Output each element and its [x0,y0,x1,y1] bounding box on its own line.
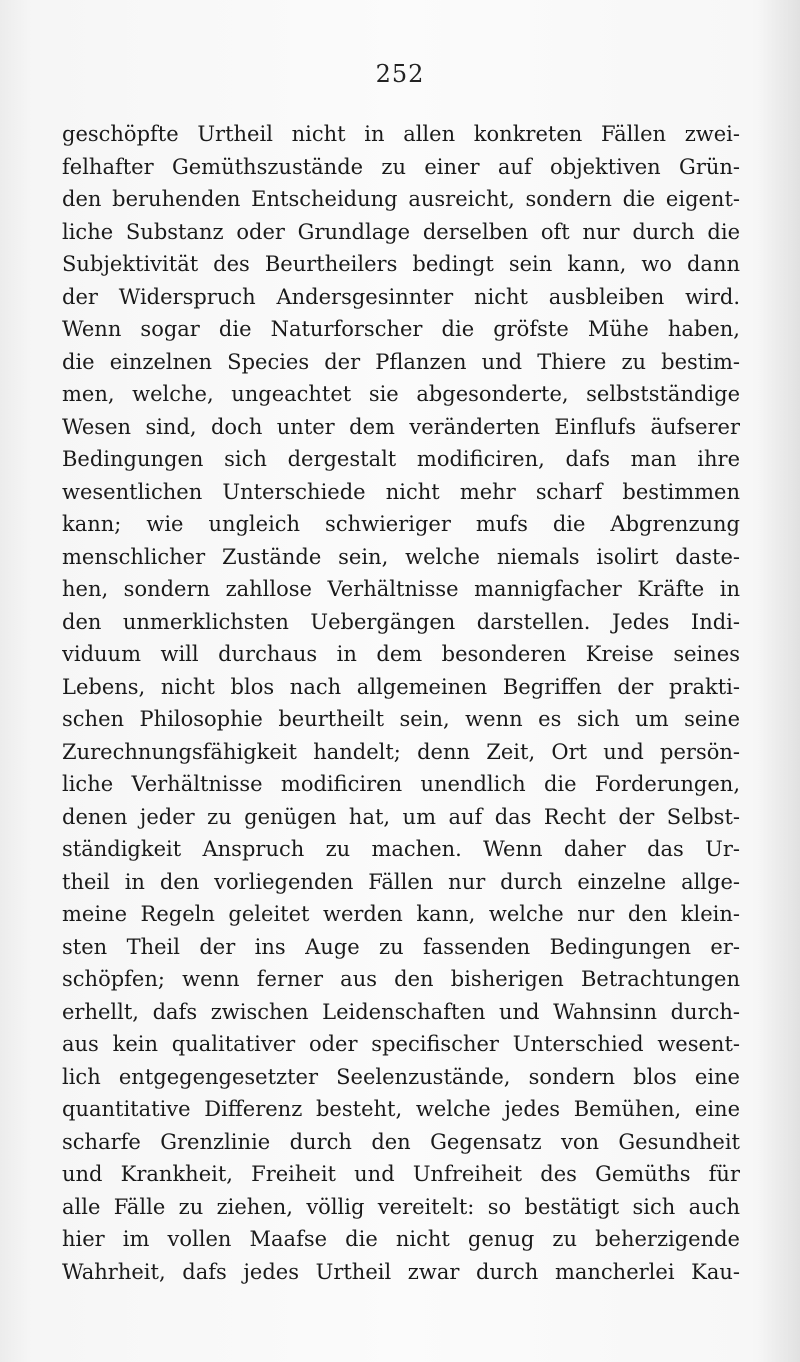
text-line: sten Theil der ins Auge zu fassenden Bedingungen er- [62,934,740,959]
text-line: liche Substanz oder Grundlage derselben oft nur durch die [62,219,740,244]
text-line: Wahrheit, dafs jedes Urtheil zwar durch mancherlei Kau- [62,1259,740,1284]
text-line: liche Verhältnisse modificiren unendlich die Forderungen, [62,772,740,796]
text-line: ständigkeit Anspruch zu machen. Wenn daher das Ur- [62,837,740,861]
text-line: den unmerklichsten Uebergängen darstellen. Jedes Indi- [62,609,740,634]
text-line: Wenn sogar die Naturforscher die gröfste Mühe haben, [62,317,740,341]
text-line: die einzelnen Species der Pflanzen und Thiere zu bestim- [62,349,740,374]
text-line: meine Regeln geleitet werden kann, welche nur den klein- [62,902,740,926]
text-line: viduum will durchaus in dem besonderen Kreise seines [62,642,740,666]
text-line: quantitative Differenz besteht, welche jedes Bemühen, eine [62,1097,740,1121]
text-line: erhellt, dafs zwischen Leidenschaften und Wahnsinn durch- [62,999,740,1024]
text-line: Subjektivität des Beurtheilers bedingt sein kann, wo dann [62,252,740,276]
text-line: denen jeder zu genügen hat, um auf das Recht der Selbst- [62,804,740,829]
text-line: hier im vollen Maafse die nicht genug zu beherzigende [62,1227,740,1251]
text-line: der Widerspruch Andersgesinnter nicht ausbleiben wird. [62,284,740,309]
text-line: menschlicher Zustände sein, welche niemals isolirt daste- [62,544,740,569]
text-line: schöpfen; wenn ferner aus den bisherigen Betrachtungen [62,967,740,991]
text-line: Wesen sind, doch unter dem veränderten Einflufs äufserer [62,414,740,439]
text-line: alle Fälle zu ziehen, völlig vereitelt: so bestätigt sich auch [62,1194,740,1219]
text-line: hen, sondern zahllose Verhältnisse mannigfacher Kräfte in [62,577,740,601]
text-line: lich entgegengesetzter Seelenzustände, sondern blos eine [62,1064,740,1089]
text-line: men, welche, ungeachtet sie abgesonderte, selbstständige [62,382,740,406]
text-line: wesentlichen Unterschiede nicht mehr scharf bestimmen [62,479,740,504]
page-edge-shadow [760,0,800,1362]
text-line: und Krankheit, Freiheit und Unfreiheit des Gemüths für [62,1162,740,1186]
text-line: kann; wie ungleich schwieriger mufs die Abgrenzung [62,512,740,536]
text-line: geschöpfte Urtheil nicht in allen konkreten Fällen zwei- [62,122,740,146]
text-line: aus kein qualitativer oder specifischer Unterschied wesent- [62,1032,740,1056]
text-line: den beruhenden Entscheidung ausreicht, sondern die eigent- [62,187,740,211]
text-line: theil in den vorliegenden Fällen nur durch einzelne allge- [62,869,740,894]
text-line: Lebens, nicht blos nach allgemeinen Begriffen der prakti- [62,674,740,699]
body-text [62,118,740,1288]
text-line: schen Philosophie beurtheilt sein, wenn es sich um seine [62,707,740,731]
text-line: Zurechnungsfähigkeit handelt; denn Zeit, Ort und persön- [62,739,740,764]
page-number: 252 [375,60,425,88]
text-line: Bedingungen sich dergestalt modificiren, dafs man ihre [62,447,740,471]
text-line: felhafter Gemüthszustände zu einer auf objektiven Grün- [62,154,740,179]
text-line: scharfe Grenzlinie durch den Gegensatz von Gesundheit [62,1129,740,1154]
